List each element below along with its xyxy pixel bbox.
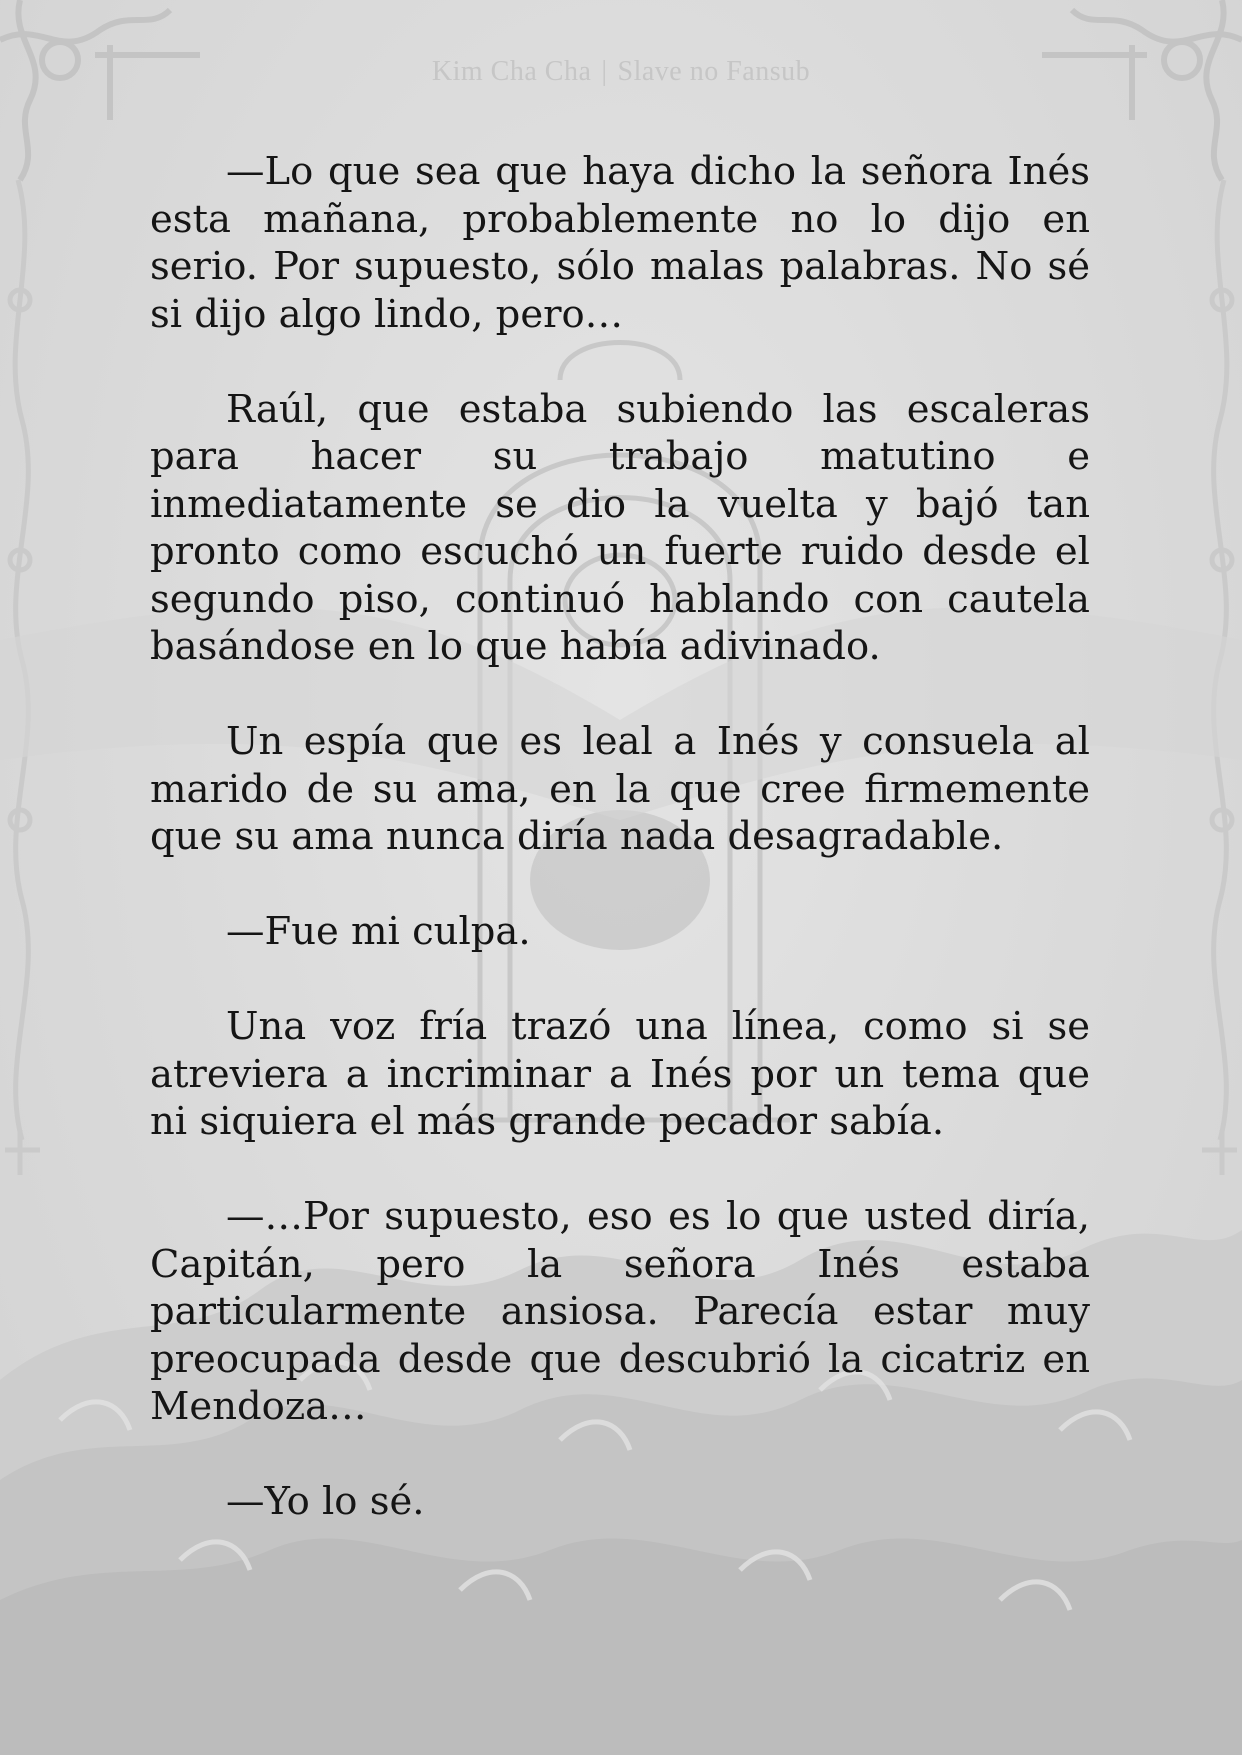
watermark-author: Kim Cha Cha	[431, 56, 592, 87]
watermark-separator: |	[601, 56, 608, 87]
body-text	[150, 148, 1090, 1573]
watermark-header	[0, 56, 1242, 88]
paragraph-6: —…Por supuesto, eso es lo que usted diría, Capitán, pero la señora Inés estaba particularmente ansiosa. Parecía estar muy preocupada desde que descubrió la cicatriz en Mendoza…	[150, 1194, 1090, 1429]
paragraph-1: —Lo que sea que haya dicho la señora Inés esta mañana, probablemente no lo dijo en serio. Por supuesto, sólo malas palabras. No sé si dijo algo lindo, pero…	[150, 149, 1090, 337]
paragraph-2: Raúl, que estaba subiendo las escaleras para hacer su trabajo matutino e inmediatamente se dio la vuelta y bajó tan pronto como escuchó un fuerte ruido desde el segundo piso, continuó hablando con cautela basándose en lo que había adivinado.	[150, 386, 1090, 669]
paragraph-7: —Yo lo sé.	[226, 1479, 425, 1524]
watermark-translator: Slave no Fansub	[617, 56, 811, 87]
paragraph-3: Un espía que es leal a Inés y consuela al marido de su ama, en la que cree firmemente que su ama nunca diría nada desagradable.	[150, 719, 1090, 859]
paragraph-4: —Fue mi culpa.	[226, 909, 531, 954]
paragraph-5: Una voz fría trazó una línea, como si se atreviera a incriminar a Inés por un tema que ni siquiera el más grande pecador sabía.	[150, 1004, 1090, 1144]
